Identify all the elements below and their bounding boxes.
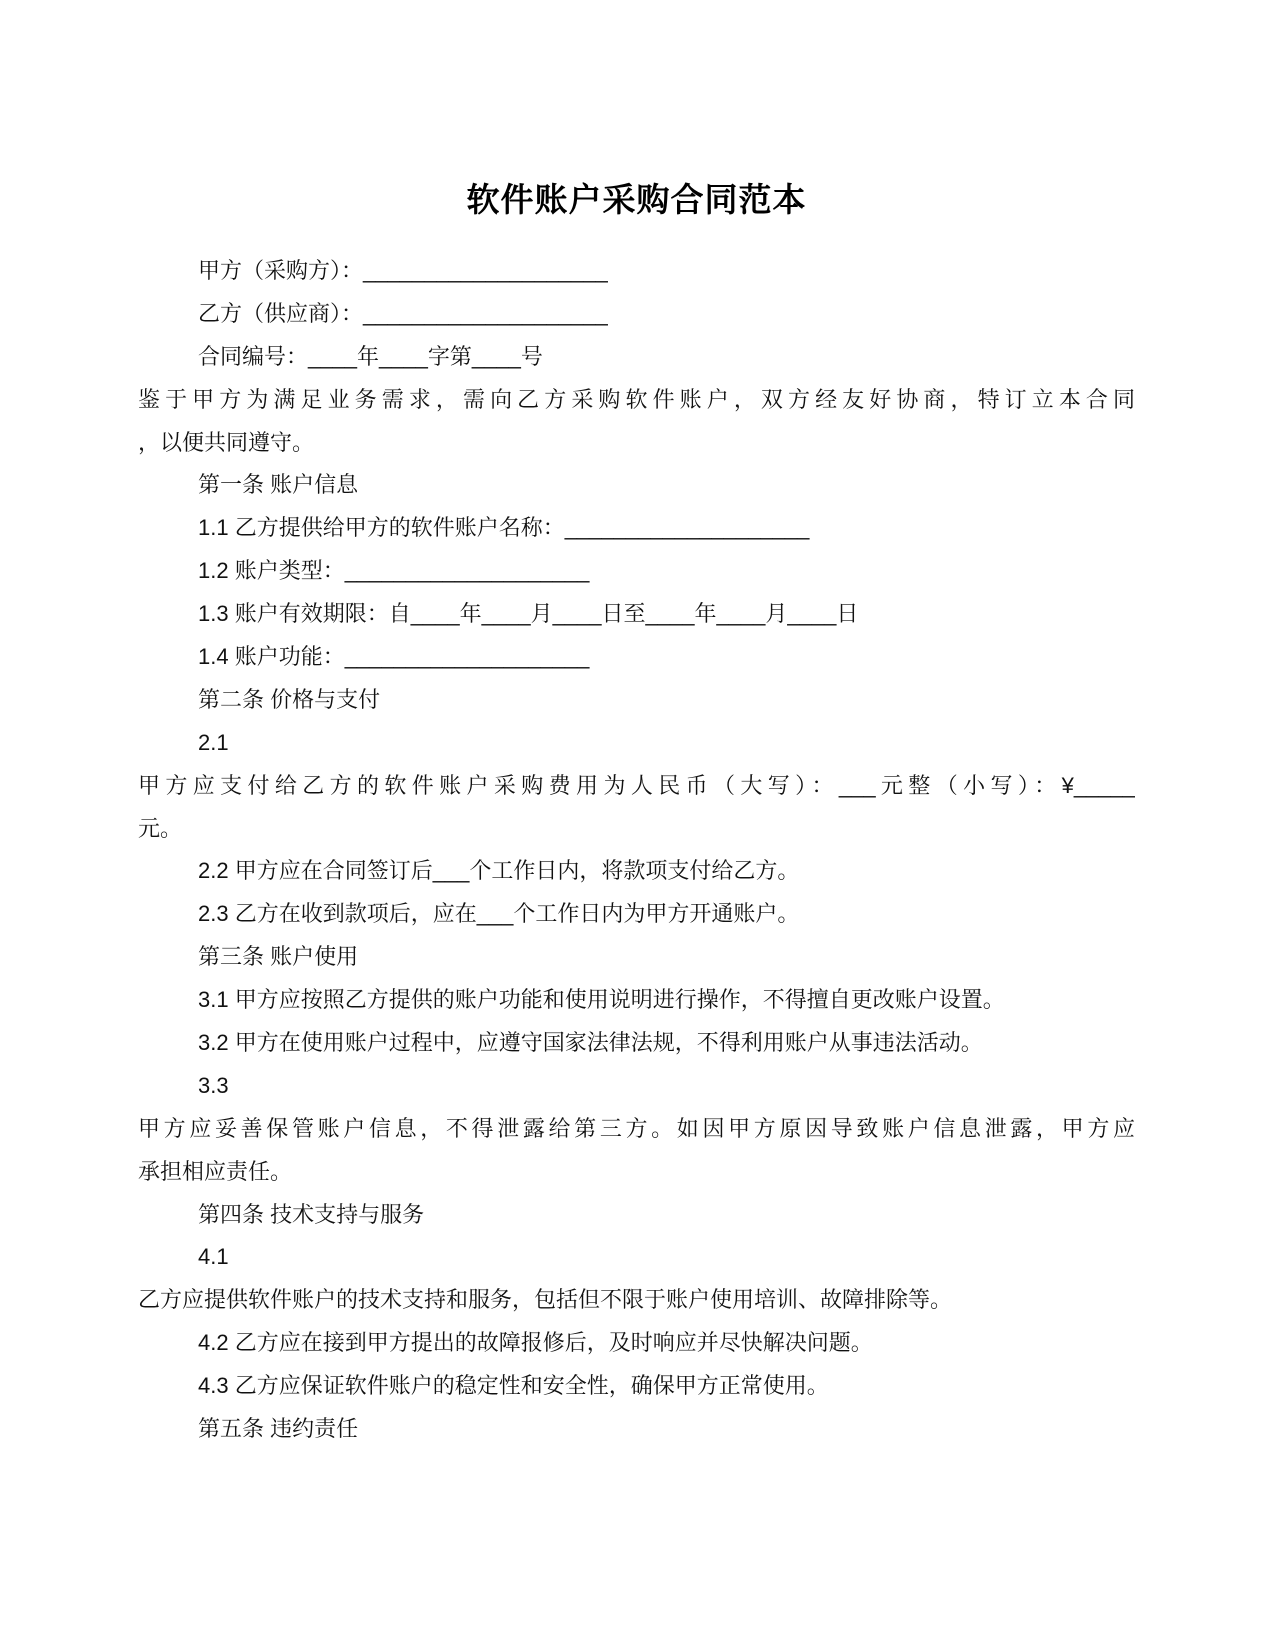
doc-line: 甲方应支付给乙方的软件账户采购费用为人民币（大写）：___元整（小写）：¥_____: [138, 772, 1135, 798]
doc-line: 4.1: [198, 1244, 229, 1270]
doc-line: 3.2 甲方在使用账户过程中，应遵守国家法律法规，不得利用账户从事违法活动。: [198, 1030, 983, 1056]
doc-line: 第一条 账户信息: [198, 472, 359, 498]
doc-line: 第五条 违约责任: [198, 1416, 359, 1442]
doc-line: 鉴于甲方为满足业务需求，需向乙方采购软件账户，双方经友好协商，特订立本合同: [138, 386, 1135, 412]
doc-line: 甲方（采购方）：____________________: [198, 258, 608, 283]
doc-line: 甲方应妥善保管账户信息，不得泄露给第三方。如因甲方原因导致账户信息泄露，甲方应: [138, 1115, 1135, 1141]
doc-line: 3.1 甲方应按照乙方提供的账户功能和使用说明进行操作，不得擅自更改账户设置。: [198, 987, 1005, 1013]
contract-document-body: [138, 170, 1135, 1451]
document-lines: [138, 250, 1135, 1451]
document-title: 软件账户采购合同范本: [466, 181, 807, 218]
doc-line: 第四条 技术支持与服务: [198, 1201, 425, 1227]
doc-line: 2.1: [198, 729, 229, 755]
doc-line: 4.3 乙方应保证软件账户的稳定性和安全性，确保甲方正常使用。: [198, 1373, 829, 1399]
doc-line: 元。: [138, 815, 183, 841]
doc-line: 第三条 账户使用: [198, 944, 359, 970]
doc-line: 第二条 价格与支付: [198, 686, 381, 712]
doc-line: 3.3: [198, 1072, 229, 1098]
doc-line: 1.3 账户有效期限：自____年____月____日至____年____月____日: [198, 601, 859, 627]
doc-line: 承担相应责任。: [138, 1158, 293, 1184]
doc-line: 乙方应提供软件账户的技术支持和服务，包括但不限于账户使用培训、故障排除等。: [138, 1287, 953, 1313]
doc-line: 4.2 乙方应在接到甲方提出的故障报修后，及时响应并尽快解决问题。: [198, 1330, 873, 1356]
doc-line: 2.3 乙方在收到款项后，应在___个工作日内为甲方开通账户。: [198, 901, 800, 927]
doc-line: 1.1 乙方提供给甲方的软件账户名称：____________________: [198, 515, 810, 541]
doc-line: 合同编号：____年____字第____号: [198, 343, 543, 369]
doc-line: ，以便共同遵守。: [138, 429, 315, 455]
doc-line: 1.4 账户功能：____________________: [198, 644, 590, 670]
doc-line: 乙方（供应商）：____________________: [198, 300, 608, 326]
doc-line: 1.2 账户类型：____________________: [198, 558, 590, 584]
doc-line: 2.2 甲方应在合同签订后___个工作日内，将款项支付给乙方。: [198, 858, 800, 884]
